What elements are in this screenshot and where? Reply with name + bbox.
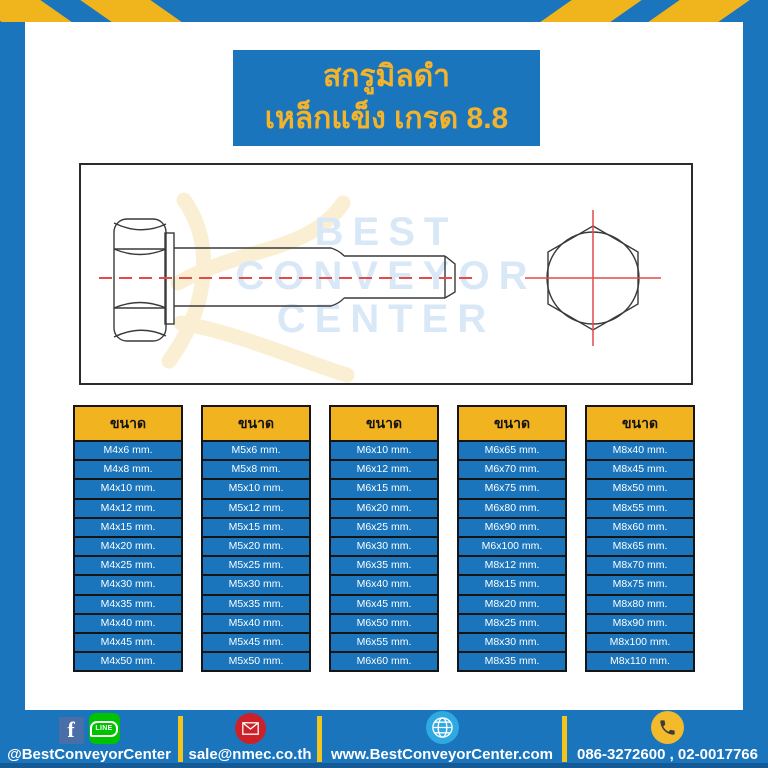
table-row: M6x55 mm. <box>329 632 439 653</box>
phone-numbers: 086-3272600 , 02-0017766 <box>577 746 758 763</box>
table-row: M8x45 mm. <box>585 459 695 480</box>
table-row: M6x10 mm. <box>329 440 439 461</box>
table-row: M4x45 mm. <box>73 632 183 653</box>
bolt-drawing-svg <box>81 165 691 383</box>
table-row: M6x65 mm. <box>457 440 567 461</box>
table-row: M6x35 mm. <box>329 555 439 576</box>
size-table-m6 <box>329 405 439 672</box>
table-row: M6x90 mm. <box>457 517 567 538</box>
table-row: M5x45 mm. <box>201 632 311 653</box>
footer-email-section <box>183 710 317 768</box>
table-body <box>201 440 311 672</box>
table-row: M8x70 mm. <box>585 555 695 576</box>
table-row: M8x12 mm. <box>457 555 567 576</box>
social-icons <box>59 711 120 744</box>
table-row: M8x100 mm. <box>585 632 695 653</box>
table-row: M4x10 mm. <box>73 478 183 499</box>
table-row: M8x55 mm. <box>585 498 695 519</box>
svg-text:CENTER: CENTER <box>276 297 496 341</box>
hazard-stripe <box>0 0 77 22</box>
footer-social-section <box>0 710 178 768</box>
table-header: ขนาด <box>201 405 311 442</box>
table-row: M5x35 mm. <box>201 594 311 615</box>
line-icon-bubble: LINE <box>90 721 117 737</box>
size-table-m8 <box>585 405 695 672</box>
table-row: M8x20 mm. <box>457 594 567 615</box>
table-row: M8x25 mm. <box>457 613 567 634</box>
table-row: M8x35 mm. <box>457 651 567 672</box>
product-title-line1: สกรูมิลดำ <box>322 60 451 93</box>
table-row: M6x75 mm. <box>457 478 567 499</box>
product-title-line2: เหล็กแข็ง เกรด 8.8 <box>264 102 509 135</box>
table-row: M6x40 mm. <box>329 574 439 595</box>
svg-text:CONVEYOR: CONVEYOR <box>235 254 537 298</box>
bolt-technical-drawing <box>79 163 693 385</box>
table-row: M6x20 mm. <box>329 498 439 519</box>
table-row: M4x8 mm. <box>73 459 183 480</box>
table-row: M8x110 mm. <box>585 651 695 672</box>
table-row: M4x50 mm. <box>73 651 183 672</box>
svg-text:BEST: BEST <box>314 210 458 254</box>
table-header: ขนาด <box>73 405 183 442</box>
table-row: M6x60 mm. <box>329 651 439 672</box>
table-row: M8x15 mm. <box>457 574 567 595</box>
table-row: M4x35 mm. <box>73 594 183 615</box>
product-title-box <box>233 50 540 146</box>
table-header: ขนาด <box>585 405 695 442</box>
mail-icon <box>235 713 266 744</box>
table-body <box>585 440 695 672</box>
table-row: M5x50 mm. <box>201 651 311 672</box>
table-row: M8x90 mm. <box>585 613 695 634</box>
website-url: www.BestConveyorCenter.com <box>330 746 553 763</box>
hazard-stripe <box>643 0 756 22</box>
table-row: M5x10 mm. <box>201 478 311 499</box>
table-row: M4x40 mm. <box>73 613 183 634</box>
table-row: M6x15 mm. <box>329 478 439 499</box>
table-row: M5x15 mm. <box>201 517 311 538</box>
facebook-icon: f <box>59 717 84 744</box>
table-row: M6x25 mm. <box>329 517 439 538</box>
size-table-m4 <box>73 405 183 672</box>
footer-phone-section <box>567 710 768 768</box>
table-header: ขนาด <box>329 405 439 442</box>
table-row: M6x100 mm. <box>457 536 567 557</box>
table-row: M8x75 mm. <box>585 574 695 595</box>
email-address: sale@nmec.co.th <box>188 746 312 763</box>
table-row: M5x8 mm. <box>201 459 311 480</box>
hazard-stripe <box>535 0 648 22</box>
table-row: M8x65 mm. <box>585 536 695 557</box>
table-row: M5x20 mm. <box>201 536 311 557</box>
table-row: M5x30 mm. <box>201 574 311 595</box>
table-row: M8x60 mm. <box>585 517 695 538</box>
table-row: M6x80 mm. <box>457 498 567 519</box>
social-handle: @BestConveyorCenter <box>7 746 171 763</box>
table-row: M4x25 mm. <box>73 555 183 576</box>
table-row: M4x15 mm. <box>73 517 183 538</box>
table-row: M4x20 mm. <box>73 536 183 557</box>
hazard-stripe <box>75 0 188 22</box>
table-row: M4x12 mm. <box>73 498 183 519</box>
table-row: M8x30 mm. <box>457 632 567 653</box>
table-row: M5x6 mm. <box>201 440 311 461</box>
globe-icon <box>426 711 459 744</box>
table-row: M5x40 mm. <box>201 613 311 634</box>
brand-watermark-text <box>236 210 537 341</box>
table-body <box>329 440 439 672</box>
table-row: M8x50 mm. <box>585 478 695 499</box>
table-row: M6x45 mm. <box>329 594 439 615</box>
table-header: ขนาด <box>457 405 567 442</box>
table-row: M5x25 mm. <box>201 555 311 576</box>
table-body <box>457 440 567 672</box>
size-table-m6-m8 <box>457 405 567 672</box>
table-row: M8x80 mm. <box>585 594 695 615</box>
table-body <box>73 440 183 672</box>
hazard-top-bar <box>0 0 768 22</box>
table-row: M6x12 mm. <box>329 459 439 480</box>
table-row: M6x50 mm. <box>329 613 439 634</box>
table-row: M8x40 mm. <box>585 440 695 461</box>
size-tables <box>0 405 768 672</box>
line-icon <box>89 713 120 744</box>
table-row: M4x30 mm. <box>73 574 183 595</box>
phone-icon <box>651 711 684 744</box>
table-row: M4x6 mm. <box>73 440 183 461</box>
table-row: M5x12 mm. <box>201 498 311 519</box>
table-row: M6x30 mm. <box>329 536 439 557</box>
contact-footer <box>0 710 768 768</box>
footer-website-section <box>322 710 562 768</box>
table-row: M6x70 mm. <box>457 459 567 480</box>
size-table-m5 <box>201 405 311 672</box>
